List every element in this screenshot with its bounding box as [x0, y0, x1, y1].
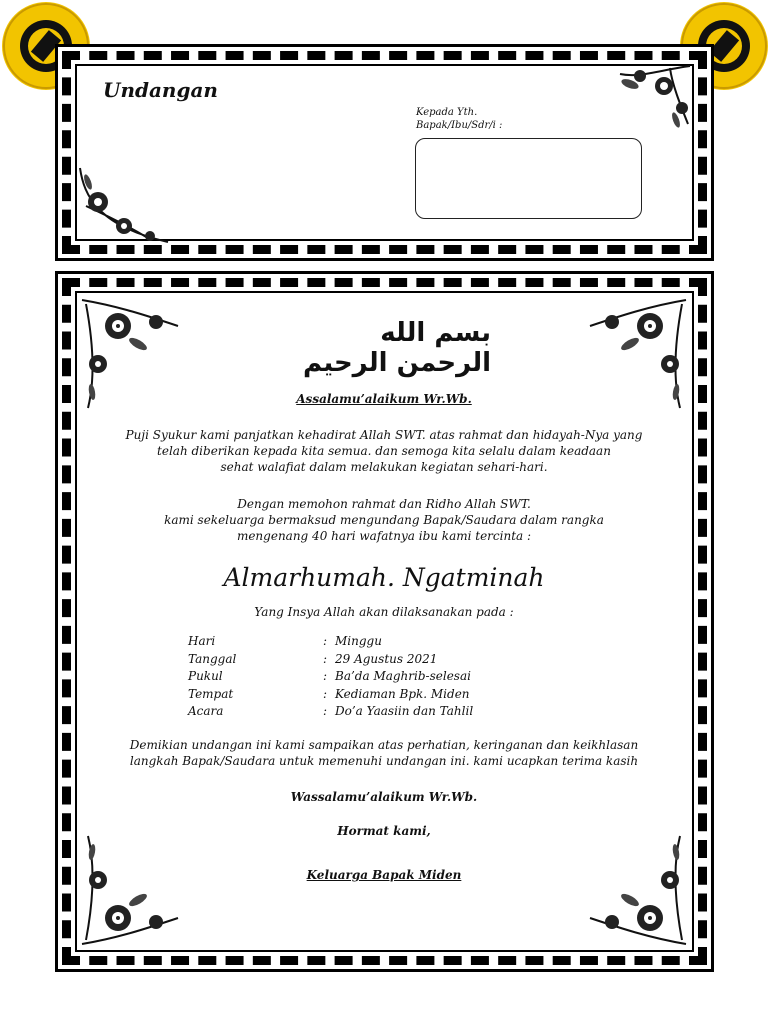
closing-paragraph: [80, 737, 688, 769]
detail-label: Pukul: [188, 669, 223, 683]
detail-colon: :: [323, 669, 328, 683]
detail-value: Do’a Yaasiin dan Tahlil: [335, 704, 474, 718]
detail-value: Ba’da Maghrib-selesai: [335, 669, 471, 683]
detail-value: Kediaman Bpk. Miden: [335, 686, 470, 701]
signature: Keluarga Bapak Miden: [306, 868, 462, 882]
opening-paragraph: [80, 427, 688, 475]
detail-label: Tempat: [188, 686, 234, 701]
envelope-title: Undangan: [103, 78, 218, 102]
flower-ornament-icon: [600, 64, 692, 130]
corner-flower-ornament-icon: [78, 832, 184, 948]
detail-row-time: [188, 668, 473, 686]
details-intro: Yang Insya Allah akan dilaksanakan pada :: [254, 605, 514, 619]
opening-line: Puji Syukur kami panjatkan kehadirat Allah SWT. atas rahmat dan hidayah-Nya yang: [125, 428, 643, 442]
closing-line: langkah Bapak/Saudara untuk memenuhi undangan ini. kami ucapkan terima kasih: [129, 754, 639, 768]
invitation-paragraph: [80, 496, 688, 544]
regards: Hormat kami,: [337, 824, 431, 838]
invitation-line: Dengan memohon rahmat dan Ridho Allah SWT.: [237, 497, 531, 511]
opening-line: sehat walafiat dalam melakukan kegiatan sehari-hari.: [220, 460, 548, 474]
detail-row-date: [188, 651, 473, 669]
invitation-line: mengenang 40 hari wafatnya ibu kami tercinta :: [236, 529, 532, 543]
basmalah-calligraphy: بسم الله الرحمن الرحيم: [302, 318, 491, 378]
closing-line: Demikian undangan ini kami sampaikan atas perhatian, keringanan dan keikhlasan: [129, 738, 639, 752]
event-details: [188, 633, 473, 721]
detail-row-day: [188, 633, 473, 651]
recipient-label: [416, 106, 502, 132]
address-box[interactable]: [415, 138, 642, 219]
greeting: Assalamu’alaikum Wr.Wb.: [296, 392, 472, 406]
detail-colon: :: [323, 634, 328, 648]
invitation-line: kami sekeluarga bermaksud mengundang Bapak/Saudara dalam rangka: [164, 513, 604, 527]
detail-colon: :: [323, 704, 328, 718]
recipient-line-2: Bapak/Ibu/Sdr/i :: [416, 120, 503, 131]
detail-label: Hari: [188, 634, 216, 648]
detail-value: Minggu: [335, 634, 382, 648]
detail-label: Acara: [188, 704, 224, 718]
detail-label: Tanggal: [188, 651, 237, 666]
deceased-name: Almarhumah. Ngatminah: [223, 563, 545, 592]
recipient-line-1: Kepada Yth.: [416, 107, 478, 118]
detail-row-event: [188, 703, 473, 721]
detail-colon: :: [323, 651, 328, 666]
corner-flower-ornament-icon: [584, 832, 690, 948]
flower-ornament-icon: [78, 166, 170, 246]
detail-value: 29 Agustus 2021: [335, 651, 438, 666]
detail-row-place: [188, 686, 473, 704]
opening-line: telah diberikan kepada kita semua. dan semoga kita selalu dalam keadaan: [157, 444, 611, 458]
detail-colon: :: [323, 686, 328, 701]
farewell: Wassalamu’alaikum Wr.Wb.: [290, 790, 478, 804]
